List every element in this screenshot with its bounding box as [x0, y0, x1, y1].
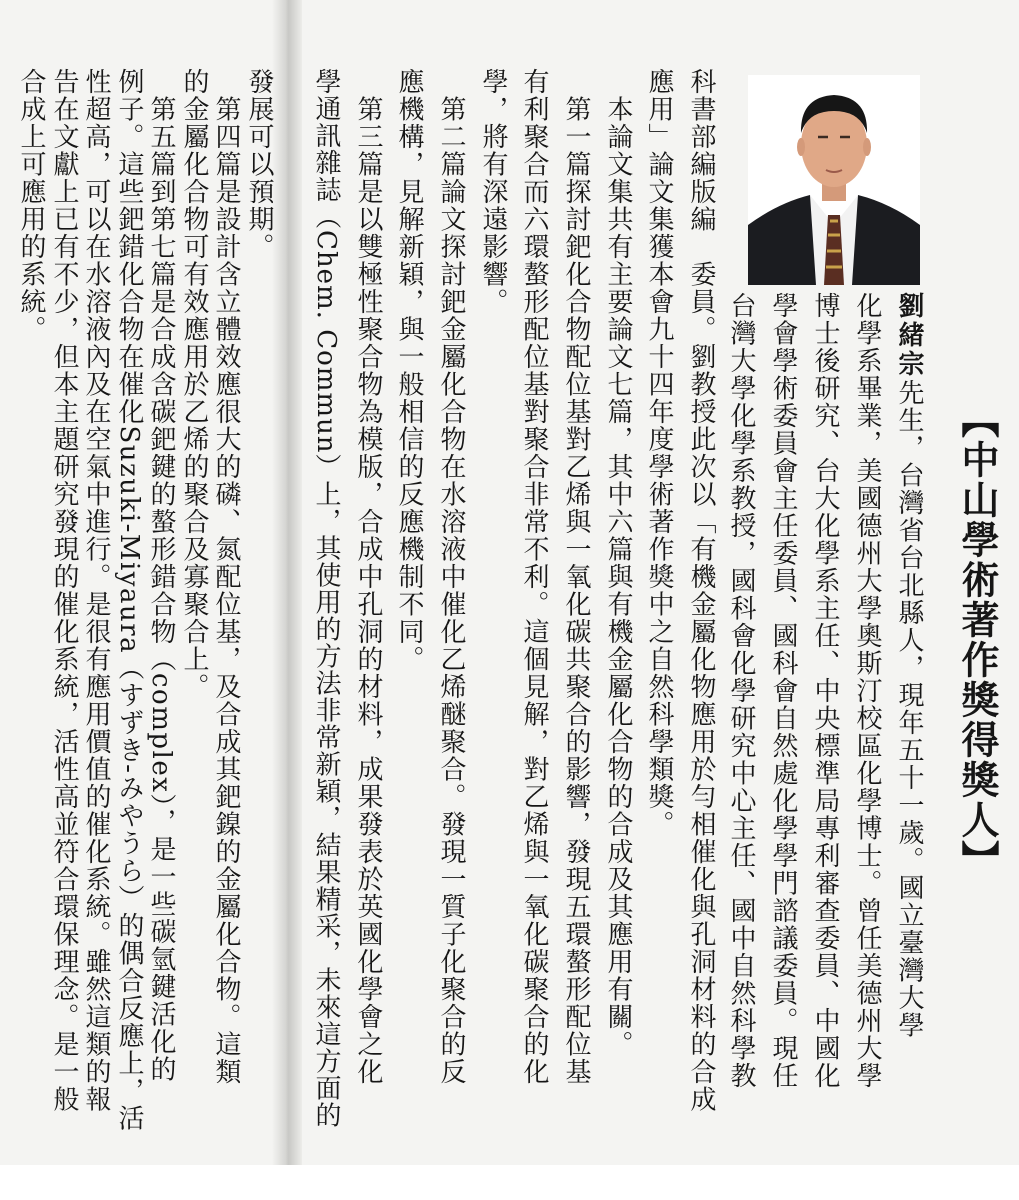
p4-line-1: 第一篇探討鈀化合物配位基對乙烯與一氧化碳共聚合的影響，發現五環螯形配位基 [561, 68, 591, 1086]
bio-line-6: 科書部編版編 委員。劉教授此次以「有機金屬化物應用於勻相催化與孔洞材料的合成 [686, 68, 716, 1113]
bio-line-1: 劉緒宗先生，台灣省台北縣人，現年五十一歲。國立臺灣大學 [894, 292, 924, 1039]
award-line: 應用」論文集獲本會九十四年度學術著作獎中之自然科學類獎。 [644, 68, 674, 838]
p8-line-4: 告在文獻上已有不少，但本主題研究發現的催化系統，活性高並符合環保理念。是一般 [49, 68, 79, 1113]
portrait-photo [748, 75, 920, 285]
p3-line-1: 本論文集共有主要論文七篇，其中六篇與有機金屬化合物的合成及其應用有關。 [603, 68, 633, 1058]
p6-line-2: 學通訊雜誌（Chem. Commun）上，其使用的方法非常新穎，結果精采，未來這方面的 [311, 68, 341, 1129]
p5-line-1: 第二篇論文探討鈀金屬化合物在水溶液中催化乙烯醚聚合。發現一質子化聚合的反 [436, 68, 466, 1086]
page-title: 【中山學術著作獎得獎人】 [955, 400, 999, 880]
p8-line-5: 合成上可應用的系統。 [16, 68, 46, 343]
p7-line-2: 的金屬化合物可有效應用於乙烯的聚合及寡聚合上。 [179, 68, 209, 701]
person-name: 劉緒宗 [894, 292, 924, 379]
scan-margin [0, 1165, 1019, 1200]
bio-line-3: 博士後研究、台大化學系主任、中央標準局專利審查委員、中國化 [810, 292, 840, 1090]
bio-line-4: 學會學術委員會主任委員、國科會自然處化學學門諮議委員。現任 [768, 292, 798, 1090]
p5-line-2: 應機構，見解新穎，與一般相信的反應機制不同。 [394, 68, 424, 673]
bio-line-2: 化學系畢業，美國德州大學奧斯汀校區化學博士。曾任美德州大學 [852, 292, 882, 1090]
p7-line-1: 第四篇是設計含立體效應很大的磷、氮配位基，及合成其鈀鎳的金屬化合物。這類 [211, 68, 241, 1086]
p4-line-2: 有利聚合而六環螯形配位基對聚合非常不利。這個見解，對乙烯與一氧化碳聚合的化 [519, 68, 549, 1086]
p8-line-2: 例子。這些鈀錯化合物在催化Suzuki-Miyaura（すずき-みやうら）的偶合反應上，活 [114, 68, 144, 1132]
p4-line-3: 學，將有深遠影響。 [478, 68, 508, 316]
bio-line-5: 台灣大學化學系教授，國科會化學研究中心主任、國中自然科學教 [726, 292, 756, 1090]
p6-line-1: 第三篇是以雙極性聚合物為模版，合成中孔洞的材料，成果發表於英國化學會之化 [353, 68, 383, 1086]
p8-line-1: 第五篇到第七篇是合成含碳鈀鍵的螯形錯合物（complex），是一些碳氫鍵活化的 [146, 68, 176, 1083]
p8-line-3: 性超高，可以在水溶液內及在空氣中進行。是很有應用價值的催化系統。雖然這類的報 [81, 68, 111, 1113]
p6-line-3: 發展可以預期。 [244, 68, 274, 261]
